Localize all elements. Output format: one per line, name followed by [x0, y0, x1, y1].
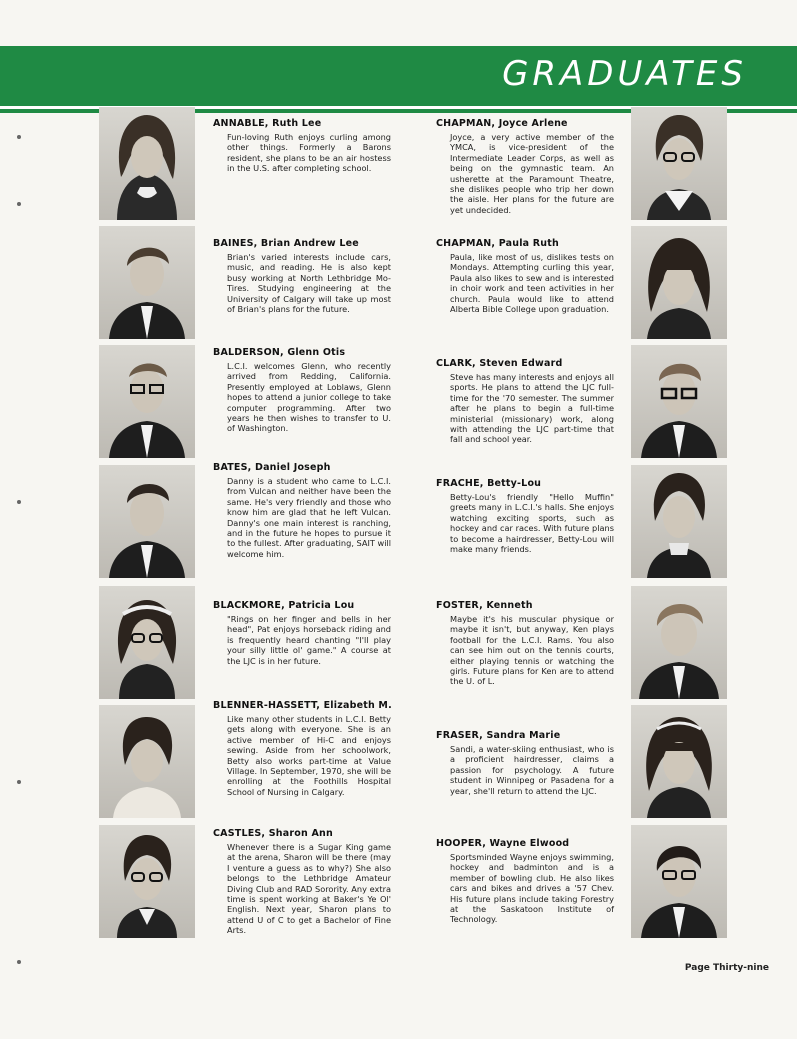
graduate-bio: Betty-Lou's friendly "Hello Muffin" greets many in L.C.I.'s halls. She enjoys watching exciting sports, such as hockey and car races. With future plans to become a hairdresser, Betty-Lou will make many friends. [450, 492, 614, 555]
graduate-name: CASTLES, Sharon Ann [213, 828, 333, 839]
graduate-bio: Maybe it's his muscular physique or maybe it isn't, but anyway, Ken plays football for the L.C.I. Rams. You also can see him out on the tennis courts, either playing tennis or watching the girls. Future plans for Ken are to attend the U. of L. [450, 614, 614, 687]
graduate-bio: Sportsminded Wayne enjoys swimming, hockey and badminton and is a member of bowling club. He also likes cars and bikes and drives a '57 Chev. His future plans include taking Forestry at the Saskatoon Institute of Technology. [450, 852, 614, 925]
portrait-photo [631, 586, 727, 699]
graduate-entry [213, 238, 391, 314]
graduate-name: BLENNER-HASSETT, Elizabeth M. [213, 700, 392, 711]
binder-hole [17, 960, 21, 964]
graduate-name: FRACHE, Betty-Lou [436, 478, 542, 489]
graduate-entry [436, 238, 614, 314]
portrait-photo [99, 465, 195, 578]
graduate-name: BLACKMORE, Patricia Lou [213, 600, 355, 611]
graduate-name: FOSTER, Kenneth [436, 600, 533, 611]
portrait-photo [631, 825, 727, 938]
graduate-bio: "Rings on her finger and bells in her head", Pat enjoys horseback riding and is frequently heard chanting "I'll play your silly little ol' game." A course at the LJC is in her future. [227, 614, 391, 666]
graduate-name: CHAPMAN, Paula Ruth [436, 238, 559, 249]
graduate-name: CHAPMAN, Joyce Arlene [436, 118, 568, 129]
graduate-entry [436, 118, 614, 215]
graduate-name: CLARK, Steven Edward [436, 358, 563, 369]
graduate-entry [436, 478, 614, 554]
portrait-photo [631, 705, 727, 818]
page-number: Page Thirty-nine [684, 963, 769, 973]
graduate-bio: Danny is a student who came to L.C.I. from Vulcan and neither have been the same. He's very friendly and those who know him are glad that he left Vulcan. Danny's one main interest is ranching, and in the future he hopes to pursue it to the fullest. After graduating, SAIT will welcome him. [227, 476, 392, 559]
graduate-entry [213, 828, 391, 936]
graduate-bio: L.C.I. welcomes Glenn, who recently arrived from Redding, California. Presently employed at Loblaws, Glenn hopes to attend a junior college to take computer programming. After two years he then wishes to transfer to U. of Washington. [227, 361, 391, 434]
graduate-entry [436, 838, 614, 925]
graduate-entry [213, 600, 391, 666]
graduate-name: HOOPER, Wayne Elwood [436, 838, 570, 849]
binder-hole [17, 202, 21, 206]
graduate-bio: Steve has many interests and enjoys all sports. He plans to attend the LJC full-time for the '70 semester. The summer after he plans to begin a full-time ministerial (missionary) work, along with attending the LJC part-time that fall and school year. [450, 372, 614, 445]
graduate-bio: Brian's varied interests include cars, music, and reading. He is also kept busy working at North Lethbridge Mo-Tires. Studying engineering at the University of Calgary will take up most of Brian's plans for the future. [227, 252, 391, 315]
binder-hole [17, 780, 21, 784]
binder-hole [17, 135, 21, 139]
portrait-photo [631, 345, 727, 458]
portrait-photo [99, 705, 195, 818]
graduate-name: BALDERSON, Glenn Otis [213, 347, 346, 358]
graduate-entry [213, 462, 391, 559]
portrait-photo [99, 107, 195, 220]
portrait-photo [99, 825, 195, 938]
graduate-bio: Fun-loving Ruth enjoys curling among other things. Formerly a Barons resident, she plans to be an air hostess in the U.S. after completing school. [227, 132, 391, 174]
graduate-name: BAINES, Brian Andrew Lee [213, 238, 359, 249]
graduate-bio: Like many other students in L.C.I. Betty gets along with everyone. She is an active member of Hi-C and enjoys sewing. Aside from her schoolwork, Betty also works part-time at Value Village. In September, 1970, she will be enrolling at the Foothills Hospital School of Nursing in Calgary. [227, 714, 391, 797]
portrait-photo [631, 465, 727, 578]
binder-hole [17, 500, 21, 504]
portrait-photo [631, 226, 727, 339]
graduate-bio: Sandi, a water-skiing enthusiast, who is a proficient hairdresser, claims a passion for psychology. A future student in Winnipeg or Pasadena for a year, she'll return to attend the LJC. [450, 744, 614, 796]
graduate-entry [436, 730, 614, 796]
graduate-name: BATES, Daniel Joseph [213, 462, 331, 473]
graduate-name: ANNABLE, Ruth Lee [213, 118, 322, 129]
graduate-entry [436, 358, 614, 445]
graduate-bio: Paula, like most of us, dislikes tests on Mondays. Attempting curling this year, Paula also likes to sew and is interested in choir work and teen activities in her church. Paula would like to attend Alberta Bible College upon graduation. [450, 252, 614, 315]
portrait-photo [99, 226, 195, 339]
graduate-name: FRASER, Sandra Marie [436, 730, 561, 741]
graduate-bio: Whenever there is a Sugar King game at the arena, Sharon will be there (may I venture a guess as to why?) She also belongs to the Lethbridge Amateur Diving Club and RAD Sorority. Any extra time is spent working at Baker's Ye Ol' English. Next year, Sharon plans to attend U of C to get a Bachelor of Fine Arts. [227, 842, 391, 936]
portrait-photo [99, 345, 195, 458]
portrait-photo [99, 586, 195, 699]
graduate-entry [213, 118, 391, 174]
page-title: GRADUATES [502, 54, 747, 94]
graduate-bio: Joyce, a very active member of the YMCA, is vice-president of the Intermediate Leader Corps, as well as being on the gymnastic team. An usherette at the Paramount Theatre, she dislikes people who trip her down the aisle. Her plans for the future are yet undecided. [450, 132, 614, 215]
portrait-photo [631, 107, 727, 220]
graduate-entry [213, 700, 391, 797]
graduate-entry [213, 347, 391, 434]
graduate-entry [436, 600, 614, 687]
